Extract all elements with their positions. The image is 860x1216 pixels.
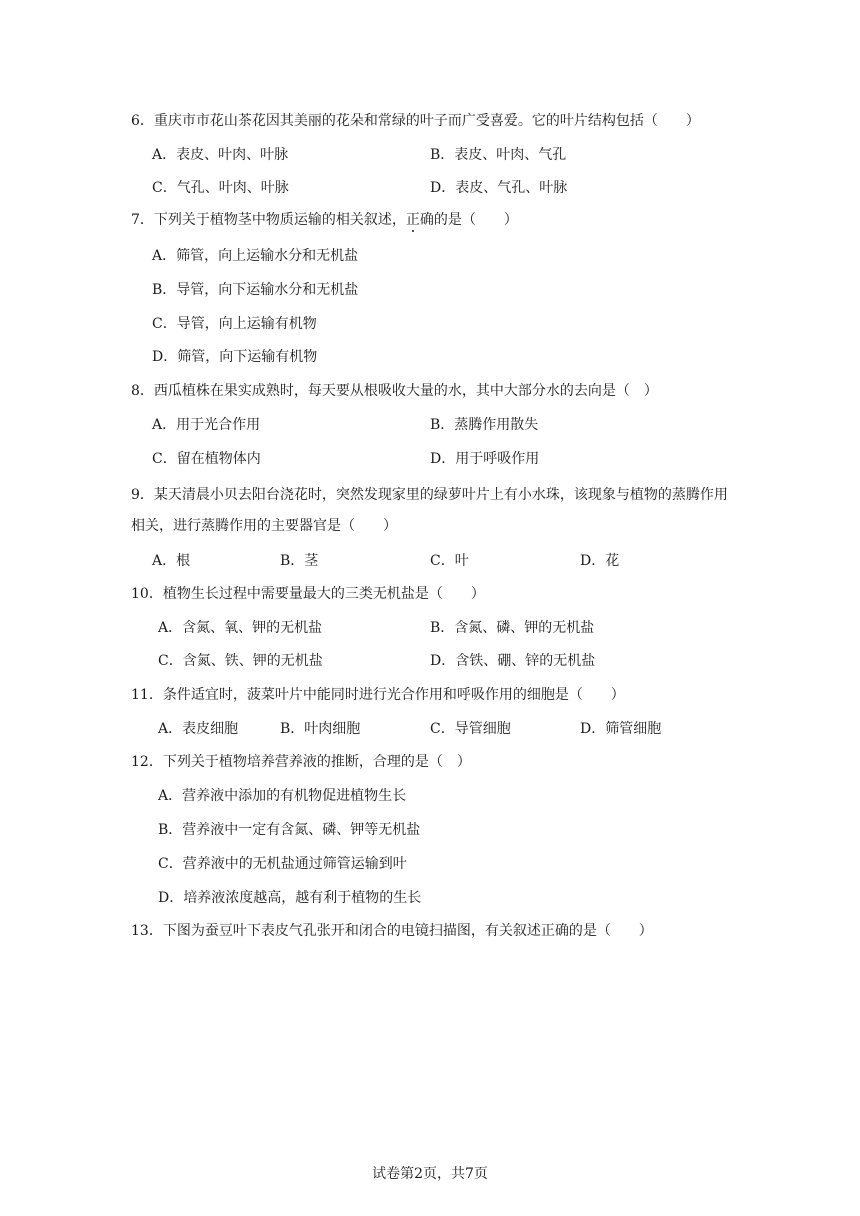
- question-11-option-a: A．表皮细胞: [158, 721, 239, 737]
- question-9-option-c: C．叶: [430, 553, 469, 569]
- page-footer: 试卷第2页，共7页: [372, 1166, 488, 1182]
- question-8-option-d: D．用于呼吸作用: [430, 451, 540, 467]
- question-6-option-d: D．表皮、气孔、叶脉: [430, 180, 568, 196]
- question-10-option-d: D．含铁、硼、锌的无机盐: [430, 653, 596, 669]
- question-7-option-a: A．筛管，向上运输水分和无机盐: [152, 248, 359, 264]
- question-12-option-b: B．营养液中一定有含氮、磷、钾等无机盐: [158, 822, 421, 838]
- question-8-option-c: C．留在植物体内: [152, 451, 261, 467]
- question-9-stem: 9．某天清晨小贝去阳台浇花时，突然发现家里的绿萝叶片上有小水珠，该现象与植物的蒸腾作用相关，进行蒸腾作用的主要器官是（ ）: [131, 487, 728, 534]
- question-7-stem-after: 确的是（ ）: [419, 212, 518, 228]
- question-9-option-b: B．茎: [280, 553, 319, 569]
- question-10-option-b: B．含氮、磷、钾的无机盐: [430, 620, 595, 636]
- question-8-stem: 8．西瓜植株在果实成熟时，每天要从根吸收大量的水，其中大部分水的去向是（ ）: [131, 383, 658, 399]
- question-7-stem: [131, 210, 518, 230]
- question-12-option-d: D．培养液浓度越高，越有利于植物的生长: [158, 890, 422, 906]
- question-9-option-a: A．根: [152, 553, 191, 569]
- question-10-option-c: C．含氮、铁、钾的无机盐: [158, 653, 323, 669]
- question-11-stem: 11．条件适宜时，菠菜叶片中能同时进行光合作用和呼吸作用的细胞是（ ）: [131, 687, 625, 703]
- question-13-stem: 13．下图为蚕豆叶下表皮气孔张开和闭合的电镜扫描图，有关叙述正确的是（ ）: [131, 923, 653, 939]
- question-9-option-d: D．花: [580, 553, 620, 569]
- question-6-option-a: A．表皮、叶肉、叶脉: [152, 147, 289, 163]
- question-11-option-c: C．导管细胞: [430, 721, 511, 737]
- question-7-emphasis-mark: 正: [405, 212, 420, 228]
- question-6-option-c: C．气孔、叶肉、叶脉: [152, 180, 289, 196]
- question-6-stem: 6．重庆市市花山茶花因其美丽的花朵和常绿的叶子而广受喜爱。它的叶片结构包括（ ）: [131, 113, 700, 129]
- question-12-option-a: A．营养液中添加的有机物促进植物生长: [158, 788, 407, 804]
- question-11-option-b: B．叶肉细胞: [280, 721, 361, 737]
- question-10-option-a: A．含氮、氧、钾的无机盐: [158, 620, 323, 636]
- question-6-option-b: B．表皮、叶肉、气孔: [430, 147, 567, 163]
- question-7-option-c: C．导管，向上运输有机物: [152, 316, 317, 332]
- question-11-option-d: D．筛管细胞: [580, 721, 662, 737]
- question-12-stem: 12．下列关于植物培养营养液的推断，合理的是（ ）: [131, 754, 471, 770]
- question-7-option-b: B．导管，向下运输水分和无机盐: [152, 282, 359, 298]
- question-12-option-c: C．营养液中的无机盐通过筛管运输到叶: [158, 856, 407, 872]
- question-8-option-a: A．用于光合作用: [152, 417, 261, 433]
- question-10-stem: 10．植物生长过程中需要量最大的三类无机盐是（ ）: [131, 586, 485, 602]
- question-7-option-d: D．筛管，向下运输有机物: [152, 349, 318, 365]
- question-8-option-b: B．蒸腾作用散失: [430, 417, 539, 433]
- question-7-stem-before: 7．下列关于植物茎中物质运输的相关叙述，: [131, 212, 406, 228]
